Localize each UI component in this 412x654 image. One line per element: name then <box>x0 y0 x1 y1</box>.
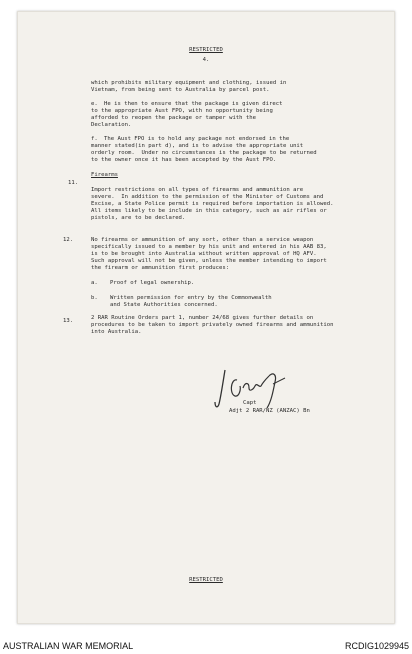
section-13-line: 2 RAR Routine Orders part 1, number 24/68 gives further details on <box>91 315 314 321</box>
section-12-item-b-label: b. <box>91 295 98 301</box>
page-number: 4. <box>202 57 210 63</box>
section-12-number: 12. <box>63 237 74 243</box>
para-f-line: The Aust FPO is to hold any package not endorsed in the <box>104 136 290 142</box>
section-12-line: Such approval will not be given, unless the member intending to import <box>91 258 327 264</box>
section-12-line: the firearm or ammunition first produces: <box>91 265 230 271</box>
section-11-line: pistols, are to be declared. <box>91 215 186 221</box>
section-11-line: Import restrictions on all types of firearms and ammunition are <box>91 187 304 193</box>
section-12-item-a: Proof of legal ownership. <box>110 280 195 286</box>
para-e-line: to the appropriate Aust FPO, with no opportunity being <box>91 108 273 114</box>
section-11-heading: Firearms <box>91 172 118 178</box>
intro-line: which prohibits military equipment and clothing, issued in <box>91 80 287 86</box>
section-13-number: 13. <box>63 318 74 324</box>
section-11-number: 11. <box>68 180 79 186</box>
section-12-line: is to be brought into Australia without written approval of HQ AFV. <box>91 251 317 257</box>
intro-line: Vietnam, from being sent to Australia by parcel post. <box>91 87 270 93</box>
signature-rank: Capt <box>243 400 257 406</box>
para-f-label: f. <box>91 136 98 142</box>
classification-bottom: RESTRICTED <box>189 577 223 583</box>
footer-institution: AUSTRALIAN WAR MEMORIAL <box>3 641 134 651</box>
section-12-line: No firearms or ammunition of any sort, other than a service weapon <box>91 237 314 243</box>
para-f-line: to the owner once it has been accepted by the Aust FPO. <box>91 157 277 163</box>
section-13-line: procedures to be taken to import privately owned firearms and ammunition <box>91 322 334 328</box>
classification-top: RESTRICTED <box>189 47 223 53</box>
para-e-label: e. <box>91 101 98 107</box>
section-11-line: Excise, a State Police permit is required before importation is allowed. <box>91 201 334 207</box>
section-12-item-a-label: a. <box>91 280 98 286</box>
section-11-line: All items likely to be include in this category, such as air rifles or <box>91 208 327 214</box>
signature-appointment: Adjt 2 RAR/NZ (ANZAC) Bn <box>229 408 310 414</box>
section-12-item-b: Written permission for entry by the Commonwealth <box>110 295 272 301</box>
section-13-line: into Australia. <box>91 329 142 335</box>
section-12-line: specifically issued to a member by his unit and entered in his AAB 83, <box>91 244 327 250</box>
section-11-line: severe. In addition to the permission of the Minister of Customs and <box>91 194 324 200</box>
para-f-line: manner stated(in part d), and is to advise the appropriate unit <box>91 143 304 149</box>
para-e-line: He is then to ensure that the package is given direct <box>104 101 283 107</box>
archive-footer <box>0 638 412 654</box>
para-e-line: afforded to reopen the package or tamper with the <box>91 115 257 121</box>
para-e-line: Declaration. <box>91 122 132 128</box>
footer-record-id: RCDIG1029945 <box>344 641 409 651</box>
section-12-item-b: and State Authorities concerned. <box>110 302 218 308</box>
para-f-line: orderly room. Under no circumstances is the package to be returned <box>91 150 317 156</box>
document-page <box>17 11 395 624</box>
